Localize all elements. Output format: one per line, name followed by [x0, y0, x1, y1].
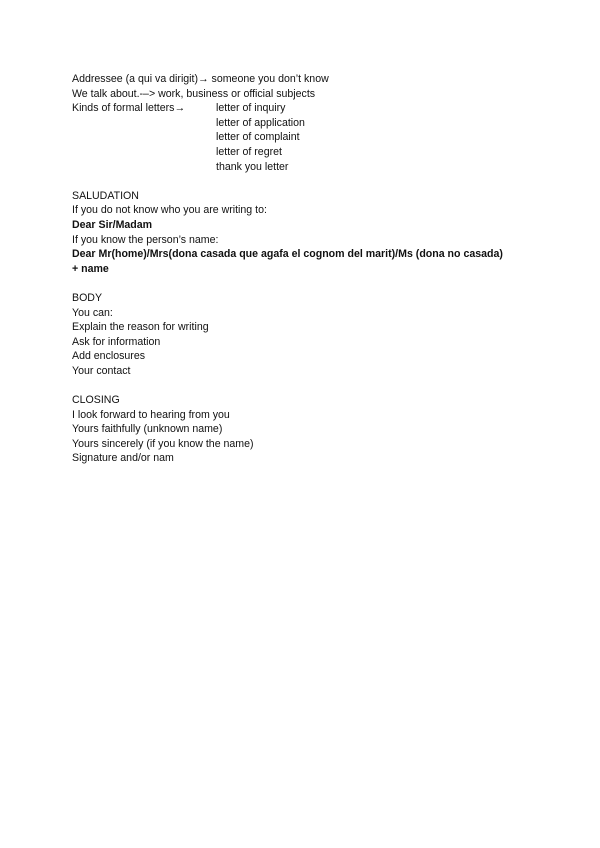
kinds-list — [216, 101, 305, 174]
closing-item: Yours faithfully (unknown name) — [72, 423, 223, 436]
closing-item: Yours sincerely (if you know the name) — [72, 437, 254, 450]
salutation-heading: SALUDATION — [72, 189, 139, 202]
salutation-unknown-intro: If you do not know who you are writing to: — [72, 204, 267, 217]
body-item: Your contact — [72, 364, 131, 377]
spacer — [72, 379, 542, 394]
kind-item: thank you letter — [216, 160, 289, 173]
salutation-unknown-form: Dear Sir/Madam — [72, 218, 153, 231]
closing-item: I look forward to hearing from you — [72, 408, 230, 421]
body-item: Ask for information — [72, 335, 161, 348]
closing-heading: CLOSING — [72, 394, 120, 407]
kinds-of-letters — [72, 101, 542, 174]
closing-item: Signature and/or nam — [72, 452, 174, 465]
salutation-known-intro: If you know the person’s name: — [72, 233, 219, 246]
document-body — [72, 72, 542, 466]
kind-item: letter of inquiry — [216, 102, 286, 115]
salutation-known-form-line1: Dear Mr(home)/Mrs(dona casada que agafa el cognom del marit)/Ms (dona no casada) — [72, 248, 503, 261]
talk-about-line: We talk about.-–> work, business or official subjects — [72, 87, 316, 100]
salutation-known-form-line2: + name — [72, 262, 109, 275]
addressee-line: Addressee (a qui va dirigit)→ someone you don’t know — [72, 73, 329, 85]
kind-item: letter of regret — [216, 145, 282, 158]
spacer — [72, 276, 542, 291]
body-item: You can: — [72, 306, 113, 319]
body-item: Add enclosures — [72, 350, 146, 363]
spacer — [72, 174, 542, 189]
body-item: Explain the reason for writing — [72, 321, 209, 334]
kinds-label: Kinds of formal letters→ — [72, 102, 186, 115]
kind-item: letter of application — [216, 116, 305, 129]
kind-item: letter of complaint — [216, 131, 300, 144]
body-heading: BODY — [72, 291, 103, 304]
